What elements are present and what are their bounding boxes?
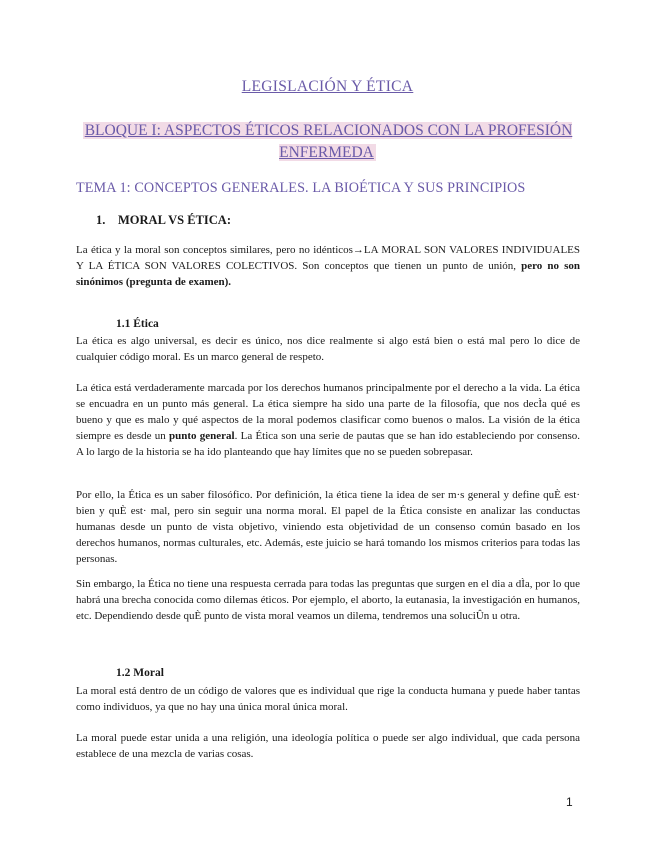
intro-paragraph (76, 242, 580, 290)
section-number: 1. (96, 213, 106, 227)
moral-paragraph-2: La moral puede estar unida a una religión, una ideología política o puede ser algo individual, que cada persona establece de una mezcla de varias cosas. (76, 732, 580, 760)
etica-paragraph-3: Por ello, la Ética es un saber filosófico. Por definición, la ética tiene la idea de ser m·s general y define quÈ est· bien y quÈ est· mal, pero sin seguir una norma moral. El papel de la Ética consiste en analizar las conductas humanas desde un punto de vista objetivo, viniendo esta objetividad de un consenso común basado en los derechos humanos, normas culturales, etc. Además, este juicio se hará tomando los mismos criterios para todas las personas. (76, 489, 580, 565)
etica-paragraph-4: Sin embargo, la Ética no tiene una respuesta cerrada para todas las preguntas que surgen en el dia a dÌa, por lo que habrá una brecha conocida como dilemas éticos. Por ejemplo, el aborto, la eutanasia, la investigación en humanos, etc. Dependiendo desde quÈ punto de vista moral veamos un dilema, tendremos una soluciÛn u otra. (76, 578, 580, 622)
tema-heading: TEMA 1: CONCEPTOS GENERALES. LA BIOÉTICA Y SUS PRINCIPIOS (76, 180, 526, 196)
subheading-moral: 1.2 Moral (116, 667, 164, 679)
intro-text: La ética y la moral son conceptos similares, pero no idénticos→LA MORAL SON VALORES INDIVIDUALES Y LA ÉTICA SON VALORES COLECTIVOS. Son conceptos que tienen un punto de unión, (76, 244, 580, 272)
subheading-etica: 1.1 Ética (116, 318, 159, 330)
etica-p2-text-a: La ética está verdaderamente marcada por los derechos humanos principalmente por el derecho a la vida. La ética se encuadra en un punto más general. La ética siempre ha sido una parte de la filosofía, que nos decÌa qué es bueno y que es malo y qué aspectos de la moral podemos clasificar como buenos o malos. La visión de la ética siempre es desde un (76, 382, 580, 442)
bloque-heading-text: BLOQUE I: ASPECTOS ÉTICOS RELACIONADOS CON LA PROFESIÓN ENFERMEDA (84, 122, 573, 161)
moral-paragraph-1: La moral está dentro de un código de valores que es individual que rige la conducta humana y puede haber tantas como individuos, ya que no hay una única moral única moral. (76, 685, 580, 713)
etica-paragraph-2 (76, 380, 580, 460)
document-title: LEGISLACIÓN Y ÉTICA (241, 78, 414, 95)
page-number: 1 (566, 795, 573, 809)
etica-p2-text-b: . La Ética son una serie de pautas que se han ido estableciendo por consenso. A lo largo de la historia se ha ido planteando que hay límites que no se pueden sobrepasar. (76, 430, 580, 458)
etica-paragraph-1: La ética es algo universal, es decir es único, nos dice realmente si algo está bien o está mal pero lo dice de cualquier código moral. Es un marco general de respeto. (76, 335, 580, 363)
bloque-heading (60, 120, 595, 164)
etica-p2-bold: punto general (169, 430, 235, 442)
section-heading-moral-vs-etica (96, 213, 231, 228)
section-title: MORAL VS ÉTICA: (118, 213, 231, 227)
intro-bold-text: pero no son sinónimos (pregunta de examen). (76, 260, 580, 288)
